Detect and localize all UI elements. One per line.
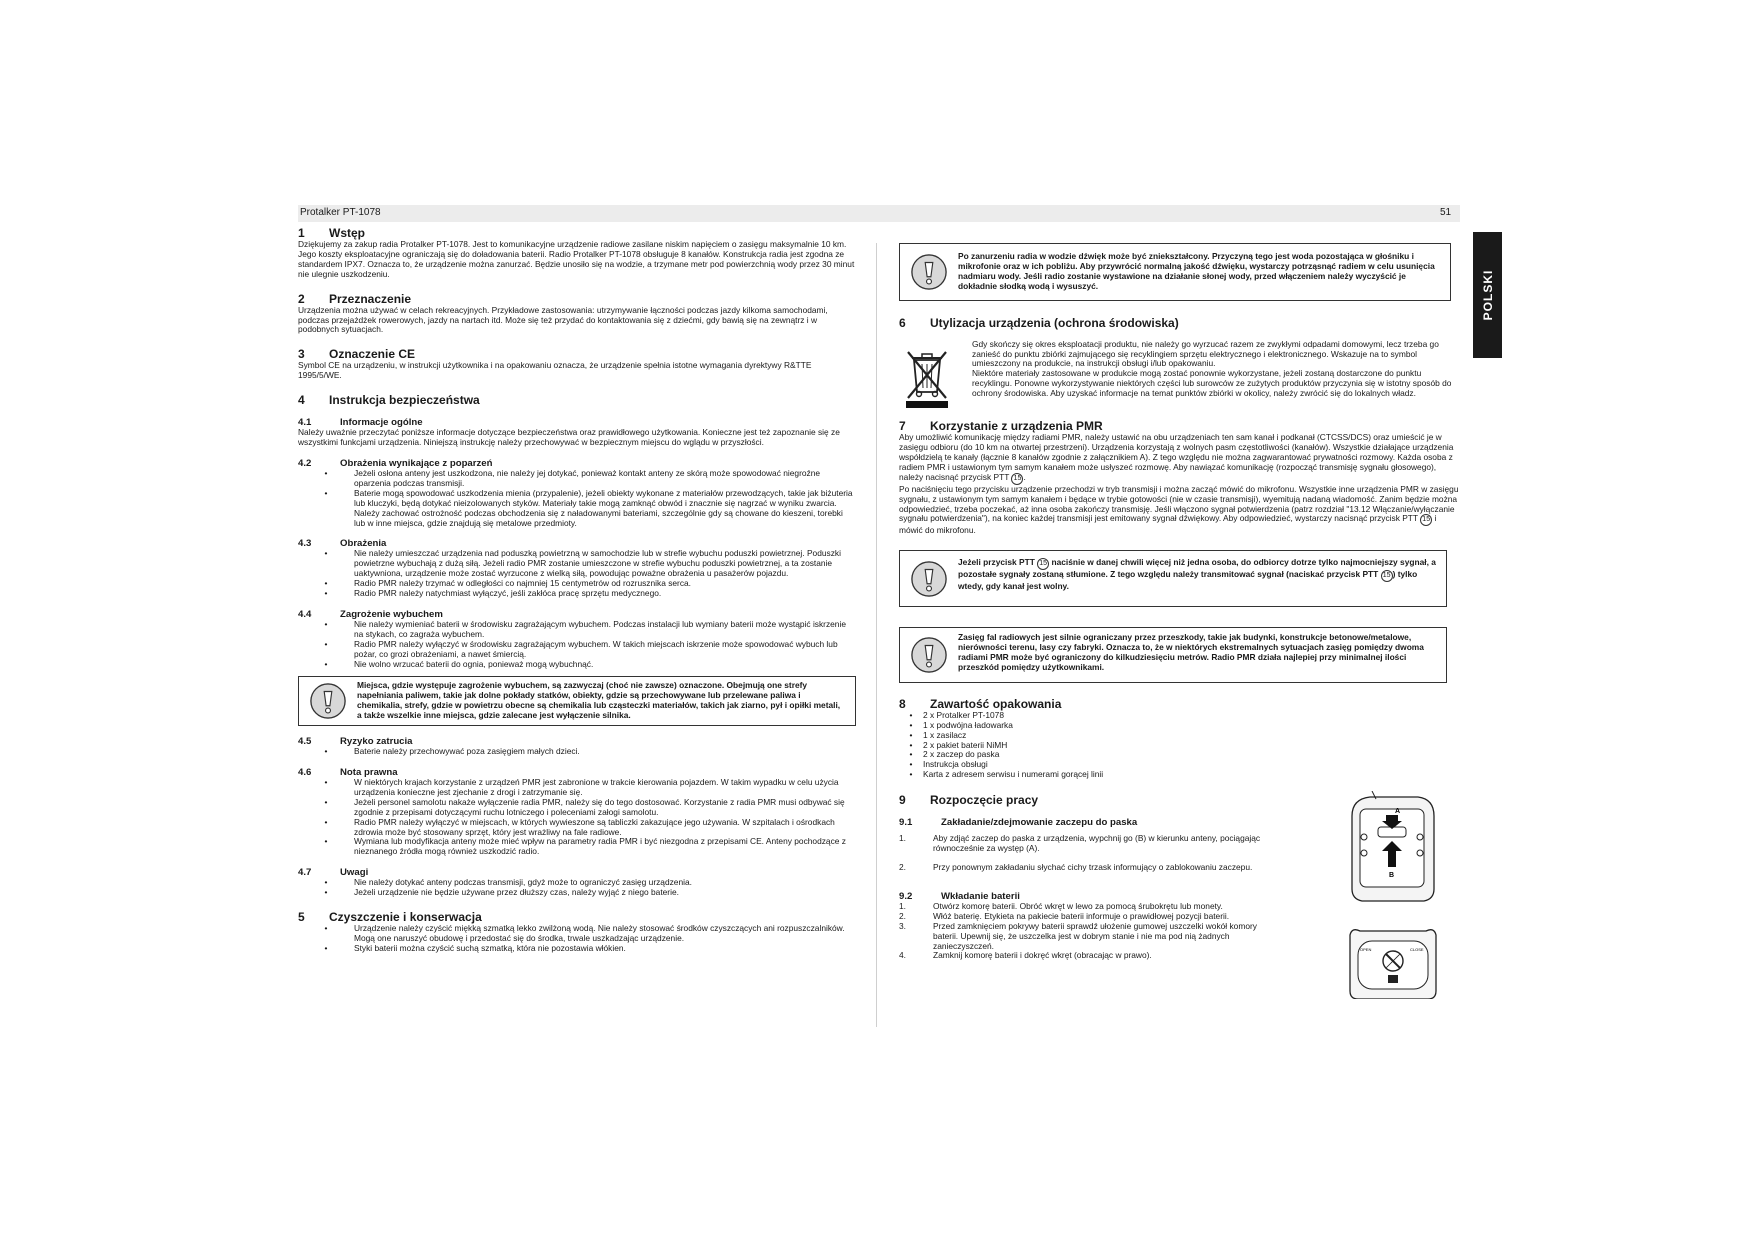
- label-b: B: [1389, 872, 1395, 879]
- section-heading: 3 Oznaczenie CE: [298, 347, 416, 362]
- bullet-text: Jeżeli personel samolotu nakaże wyłączenie radia PMR, należy się do tego dostosować. Korzystanie z radia PMR musi odbywać się zgodnie z przepisami dotyczącymi ruchu lotniczego i poleceniami załogi samolotu.: [354, 796, 845, 817]
- bullet-icon: •: [324, 746, 328, 757]
- subsection-heading: 4.7 Uwagi: [298, 867, 369, 879]
- bullet-item: [298, 888, 856, 898]
- section-text: Należy uważnie przeczytać poniższe informacje dotyczące bezpieczeństwa oraz prawidłowego użytkowania. Konieczne jest też zapoznanie się ze wszystkimi funkcjami urządzenia. Niniejszą instrukcję należy przechowywać w bezpiecznym miejscu do wglądu w przyszłości.: [298, 427, 840, 448]
- step-text: Przed zamknięciem pokrywy baterii sprawdź ułożenie gumowej uszczelki wokół komory baterii. Upewnij się, że uszczelka jest w dobrym stanie i nie ma pod nią żadnych zanieczyszczeń.: [933, 920, 1257, 951]
- battery-cover-figure: [1350, 930, 1436, 999]
- subsection-heading: 4.6 Nota prawna: [298, 767, 398, 778]
- bullet-icon: •: [909, 719, 913, 730]
- section-heading: 9 Rozpoczęcie pracy: [899, 793, 1039, 808]
- bullet-list: [298, 549, 856, 599]
- bullet-icon: •: [909, 759, 913, 770]
- warning-box-explosion: [298, 676, 856, 726]
- warning-text: Miejsca, gdzie występuje zagrożenie wybuchem, są zazwyczaj (choć nie zawsze) oznaczone. Obejmują one strefy napełniania paliwem, takie jak dolne pokłady statków, obiekty, gdzie są przechowywane lub przelewane paliwa i chemikalia, strefy, gdzie w powietrzu obecne są chemikalia lub cząsteczki materiałów, takich jak ziarno, pył i opiłki metali, a także wszelkie inne miejsca, gdzie zalecane jest wyłączenie silnika.: [357, 680, 841, 721]
- step-number: 2.: [899, 862, 906, 872]
- bullet-list: [298, 620, 856, 670]
- bullet-item: [298, 549, 856, 579]
- warning-box-ptt: Jeżeli przycisk PTT 15 naciśnie w danej chwili więcej niż jedna osoba, do odbiorcy dotrze tylko najmocniejszy sygnał, a pozostałe sygnały zostaną stłumione. Z tego względu należy transmitować sygnał (naciskać przycisk PTT 15 ) tylko wtedy, gdy kanał jest wolny.: [899, 550, 1447, 607]
- section-heading: 5 Czyszczenie i konserwacja: [298, 910, 482, 925]
- bullet-icon: •: [324, 588, 328, 599]
- label-close: CLOSE: [1410, 947, 1424, 952]
- warning-icon: [309, 682, 347, 720]
- bullet-text: Nie należy wymieniać baterii w środowisku zagrażającym wybuchem. Podczas instalacji lub wymiany baterii może wystąpić iskrzenie na stykach, co zagraża wybuchem.: [354, 618, 846, 639]
- bullet-item: [298, 747, 856, 757]
- bullet-icon: •: [324, 816, 328, 827]
- bullet-icon: •: [324, 487, 328, 498]
- warning-icon: [910, 253, 948, 291]
- bullet-icon: •: [909, 709, 913, 720]
- subsection-heading: 4.5 Ryzyko zatrucia: [298, 736, 413, 748]
- step-item: [899, 863, 1269, 873]
- section-heading: 8 Zawartość opakowania: [899, 696, 1062, 711]
- header-bar: [298, 205, 1460, 222]
- header-product: Protalker PT-1078: [300, 207, 381, 218]
- section-text: Po naciśnięciu tego przycisku urządzenie przechodzi w tryb transmisji i można zacząć mówić do mikrofonu. Wszystkie inne urządzenia PMR w zasięgu sygnału, z ustawionym tym samym kanałem i będące w trybie gotowości (nie w czasie transmisji), wyemitują nadaną wiadomość. Zanim będzie można odpowiedzieć, trzeba poczekać, aż inna osoba zakończy transmisję. Jeśli włączono sygnał potwierdzenia (patrz rozdział "13.12 Włączanie/wyłączanie sygnału potwierdzenia"), na koniec każdej transmisji jest emitowany sygnał dźwiękowy. Aby odpowiedzieć, wystarczy nacisnąć przycisk PTT 15 i mówić do mikrofonu.: [899, 483, 1459, 536]
- bullet-item: [298, 620, 856, 640]
- weee-bin-icon: [904, 348, 950, 408]
- bullet-item: [298, 944, 856, 954]
- warning-box-range: [899, 627, 1447, 683]
- section-text: Symbol CE na urządzeniu, w instrukcji użytkownika i na opakowaniu oznacza, że urządzenie spełnia istotne wymagania dyrektywy R&TTE 1995/5/WE.: [298, 360, 812, 381]
- bullet-icon: •: [909, 749, 913, 760]
- bullet-text: Radio PMR należy trzymać w odległości co najmniej 15 centymetrów od rozrusznika serca.: [354, 578, 691, 589]
- bullet-text: 1 x podwójna ładowarka: [923, 719, 1013, 730]
- bullet-text: Radio PMR należy wyłączyć w środowisku zagrażającym wybuchem. W takich miejscach iskrzenie może spowodować wybuch lub pożar, co grozi obrażeniami, a nawet śmiercią.: [354, 638, 838, 659]
- section-heading: 4 Instrukcja bezpieczeństwa: [298, 393, 480, 408]
- bullet-text: Nie należy umieszczać urządzenia nad poduszką powietrzną w samochodzie lub w strefie wybuchu poduszki powietrznej. Poduszki powietrzne wybuchają z dużą siłą. Jeżeli radio PMR zostanie umieszczone w strefie wybuchu poduszki powietrznej, a ta zostanie uaktywniona, urządzenie może zostać wyrzucone z wielką siłą, powodując poważne obrażenia u pasażerów pojazdu.: [354, 548, 841, 579]
- bullet-text: Nie wolno wrzucać baterii do ognia, ponieważ mogą wybuchnąć.: [354, 658, 594, 669]
- belt-clip-figure: [1352, 791, 1434, 901]
- bullet-text: Baterie należy przechowywać poza zasięgiem małych dzieci.: [354, 746, 580, 757]
- bullet-text: Nie należy dotykać anteny podczas transmisji, gdyż może to ograniczyć zasięg urządzenia.: [354, 877, 692, 888]
- bullet-icon: •: [324, 467, 328, 478]
- bullet-icon: •: [324, 658, 328, 669]
- bullet-icon: •: [324, 578, 328, 589]
- bullet-list: [298, 747, 856, 757]
- ptt-ref-icon: 15: [1037, 558, 1049, 570]
- step-number: 3.: [899, 920, 906, 931]
- column-divider: [876, 243, 877, 1027]
- bullet-icon: •: [324, 796, 328, 807]
- bullet-item: [298, 778, 856, 798]
- step-text: Przy ponownym zakładaniu słychać cichy trzask informujący o zablokowaniu zaczepu.: [933, 862, 1253, 872]
- bullet-text: Radio PMR należy wyłączyć w miejscach, w których wywieszone są tabliczki zakazujące jego używania. W szpitalach i ośrodkach zdrowia może być stosowany sprzęt, który jest wrażliwy na fale radiowe.: [354, 816, 835, 837]
- label-open: OPEN: [1360, 947, 1372, 952]
- bullet-icon: •: [324, 777, 328, 787]
- bullet-icon: •: [324, 618, 328, 629]
- step-text: Włóż baterię. Etykieta na pakiecie baterii informuje o prawidłowej pozycji baterii.: [933, 910, 1230, 921]
- bullet-text: Wymiana lub modyfikacja anteny może mieć wpływ na parametry radia PMR i być niezgodna z przepisami CE. Anteny pochodzące z nieznanego źródła mogą również uszkodzić radio.: [354, 836, 846, 857]
- bullet-item: [298, 837, 856, 857]
- warning-text: Po zanurzeniu radia w wodzie dźwięk może być zniekształcony. Przyczyną tego jest woda pozostająca w głośniku i mikrofonie oraz w ich pobliżu. Aby przywrócić normalną jakość dźwięku, wystarczy potrząsnąć radiem w celu usunięcia nadmiaru wody. Jeśli radio zostanie wystawione na działanie słonej wody, przed włączeniem należy wyczyścić je dokładnie słodką wodą i wysuszyć.: [958, 251, 1435, 291]
- bullet-text: Styki baterii można czyścić suchą szmatką, która nie pozostawia włókien.: [354, 942, 626, 953]
- bullet-text: W niektórych krajach korzystanie z urządzeń PMR jest zabronione w trakcie kierowania pojazdem. W takim wypadku w celu użycia urządzenia konieczne jest zjechanie z drogi i zatrzymanie się.: [354, 777, 839, 797]
- subsection-heading: 4.2 Obrażenia wynikające z poparzeń: [298, 457, 493, 469]
- disposal-block: [899, 340, 1459, 399]
- bullet-text: Jeżeli osłona anteny jest uszkodzona, nie należy jej dotykać, ponieważ kontakt anteny ze skórą może spowodować niegroźne oparzenia podczas transmisji.: [354, 467, 821, 488]
- step-text: Zamknij komorę baterii i dokręć wkręt (obracając w prawo).: [933, 950, 1152, 961]
- bullet-icon: •: [324, 942, 328, 953]
- bullet-list: [298, 778, 856, 857]
- bullet-list: [298, 878, 856, 898]
- subsection-heading: 9.1 Zakładanie/zdejmowanie zaczepu do paska: [899, 817, 1138, 829]
- ptt-ref-icon: 15: [1011, 473, 1023, 485]
- section-heading: 1 Wstęp: [298, 226, 365, 240]
- belt-clip-battery-figures: [1338, 791, 1446, 999]
- bullet-icon: •: [324, 877, 328, 888]
- section-text: Urządzenia można używać w celach rekreacyjnych. Przykładowe zastosowania: utrzymywanie łączności podczas jazdy kilkoma samochodami, podczas przejażdżek rowerowych, jazdy na nartach itd. Może się też przydać do kontaktowania się z dziećmi, gdy bawią się na zewnątrz i w podobnych sytuacjach.: [298, 304, 828, 335]
- bullet-item: [298, 660, 856, 670]
- subsection-heading: 4.1 Informacje ogólne: [298, 417, 423, 429]
- bullet-item: [298, 589, 856, 599]
- warning-text: Zasięg fal radiowych jest silnie ograniczany przez przeszkody, takie jak budynki, konstrukcje betonowe/metalowe, nierówności terenu, lasy czy fabryki. Oznacza to, że w niektórych ekstremalnych sytuacjach zasięg pomiędzy dwoma radiami PMR może być ograniczony do kilkudziesięciu metrów. Radio PMR działa najlepiej przy minimalnej ilości przeszkód pomiędzy użytkownikami.: [958, 632, 1424, 672]
- steps-9-2: [899, 902, 1269, 961]
- bullet-item: [298, 489, 856, 529]
- bullet-item: [899, 770, 1459, 780]
- ptt-ref-icon: 15: [1381, 570, 1393, 582]
- step-number: 2.: [899, 910, 906, 921]
- bullet-text: 2 x Protalker PT-1078: [923, 709, 1004, 720]
- section-text: Aby umożliwić komunikację między radiami PMR, należy ustawić na obu urządzeniach ten sam kanał i podkanał (CTCSS/DCS) oraz umieścić je w zasięgu odbioru (do 10 km na otwartej przestrzeni). Urządzenia korzystają z wolnych pasm częstotliwości (kanałów). Wszystkie działające urządzenia współdzielą te kanały (łącznie 8 kanałów zgodnie z załącznikiem A). Z tego względu nie można zagwarantować prywatności rozmowy. Każda osoba z radiem PMR i ustawionym tym samym kanałem może usłyszeć rozmowę. Aby nawiązać komunikację (rozpocząć transmisję sygnału głosowego), należy nacisnąć przycisk PTT 15 .: [899, 433, 1459, 485]
- step-item: [899, 922, 1269, 952]
- bullet-item: [298, 640, 856, 660]
- bullet-text: 2 x zaczep do paska: [923, 749, 1000, 760]
- bullet-icon: •: [909, 739, 913, 750]
- bullet-icon: •: [909, 769, 913, 780]
- label-a: A: [1395, 808, 1401, 815]
- bullet-text: Instrukcja obsługi: [923, 759, 988, 770]
- bullet-item: [298, 818, 856, 838]
- step-item: [899, 834, 1269, 854]
- step-item: [899, 951, 1269, 961]
- bullet-list: [899, 711, 1459, 780]
- warning-icon: [910, 560, 948, 598]
- bullet-text: Radio PMR należy natychmiast wyłączyć, jeśli zakłóca pracę sprzętu medycznego.: [354, 588, 662, 599]
- language-tab-label: POLSKI: [1480, 269, 1495, 321]
- bullet-icon: •: [909, 729, 913, 740]
- bullet-icon: •: [324, 887, 328, 898]
- bullet-icon: •: [324, 923, 328, 934]
- steps-9-1: [899, 834, 1269, 873]
- language-tab: [1473, 232, 1502, 358]
- bullet-text: Jeżeli urządzenie nie będzie używane przez dłuższy czas, należy wyjąć z niego baterie.: [354, 887, 679, 898]
- bullet-text: 1 x zasilacz: [923, 729, 967, 740]
- bullet-icon: •: [324, 836, 328, 847]
- bullet-text: Karta z adresem serwisu i numerami gorącej linii: [923, 769, 1104, 780]
- ptt-ref-icon: 15: [1420, 514, 1432, 526]
- step-number: 4.: [899, 950, 906, 961]
- section-text: Gdy skończy się okres eksploatacji produktu, nie należy go wyrzucać razem ze zwykłymi odpadami domowymi, lecz trzeba go zanieść do punktu zbiórki zajmującego się recyklingiem sprzętu elektrycznego i elektronicznego. Wskazuje na to symbol umieszczony na produkcie, na instrukcji obsługi i/lub opakowaniu.: [972, 338, 1439, 369]
- step-text: Otwórz komorę baterii. Obróć wkręt w lewo za pomocą śrubokrętu lub monety.: [933, 900, 1223, 911]
- section-text: Dziękujemy za zakup radia Protalker PT-1078. Jest to komunikacyjne urządzenie radiowe zasilane niskim napięciem o zasięgu maksymalnie 10 km. Jego koszty eksploatacyjne ograniczają się do doładowania baterii. Radio Protalker PT-1078 obsługuje 8 kanałów. Konstrukcja radia jest zgodna ze standardem IPX7. Oznacza to, że urządzenie można zanurzać. Będzie unosiło się na wodzie, a trzymane metr pod powierzchnią wody przez 30 minut nie ulegnie uszkodzeniu.: [298, 239, 855, 279]
- subsection-heading: 4.3 Obrażenia: [298, 538, 387, 550]
- step-number: 1.: [899, 833, 906, 844]
- bullet-item: [899, 721, 1459, 731]
- bullet-item: [298, 924, 856, 944]
- bullet-icon: •: [324, 548, 328, 559]
- warning-icon: [910, 636, 948, 674]
- bullet-list: [298, 924, 856, 954]
- subsection-heading: 9.2 Wkładanie baterii: [899, 890, 1020, 902]
- bullet-list: [298, 469, 856, 528]
- bullet-item: [298, 469, 856, 489]
- section-heading: 2 Przeznaczenie: [298, 291, 412, 306]
- section-heading: 7 Korzystanie z urządzenia PMR: [899, 419, 1103, 434]
- bullet-item: [298, 798, 856, 818]
- page-number: 51: [1440, 207, 1452, 218]
- bullet-text: Baterie mogą spowodować uszkodzenia mienia (przypalenie), jeżeli obiekty wykonane z materiałów przewodzących, takie jak biżuteria lub kluczyki, będą dotykać nieizolowanych styków. Materiały takie mogą zamknąć obwód i znacznie się nagrzać w wyniku zwarcia. Należy zachować ostrożność podczas obchodzenia się z naładowanymi bateriami, szczególnie gdy są chowane do kieszeni, torebki lub w inne miejsca, gdzie znajdują się metalowe przedmioty.: [354, 487, 853, 528]
- step-number: 1.: [899, 900, 906, 911]
- bullet-icon: •: [324, 638, 328, 649]
- subsection-heading: 4.4 Zagrożenie wybuchem: [298, 608, 443, 620]
- bullet-text: Urządzenie należy czyścić miękką szmatką lekko zwilżoną wodą. Nie należy stosować środków czyszczących ani rozpuszczalników. Mogą one naruszyć obudowę i przedostać się do środka, trwale uszkadzając urządzenie.: [354, 923, 845, 943]
- section-heading: 6 Utylizacja urządzenia (ochrona środowiska): [899, 315, 1179, 330]
- step-text: Aby zdjąć zaczep do paska z urządzenia, wypchnij go (B) w kierunku anteny, pociągając równocześnie za występ (A).: [933, 833, 1261, 854]
- warning-box-water: [899, 243, 1451, 301]
- section-text: Niektóre materiały zastosowane w produkcie mogą zostać ponownie wykorzystane, jeżeli zostaną dostarczone do punktu recyklingu. Ponowne wykorzystywanie niektórych części lub surowców ze zużytych produktów przyczynia się w istotny sposób do ochrony środowiska. Aby uzyskać informacje na temat punktów zbiórki w okolicy, należy zwrócić się do lokalnych władz.: [972, 368, 1452, 399]
- bullet-text: 2 x pakiet baterii NiMH: [923, 739, 1008, 750]
- left-column: [298, 227, 856, 954]
